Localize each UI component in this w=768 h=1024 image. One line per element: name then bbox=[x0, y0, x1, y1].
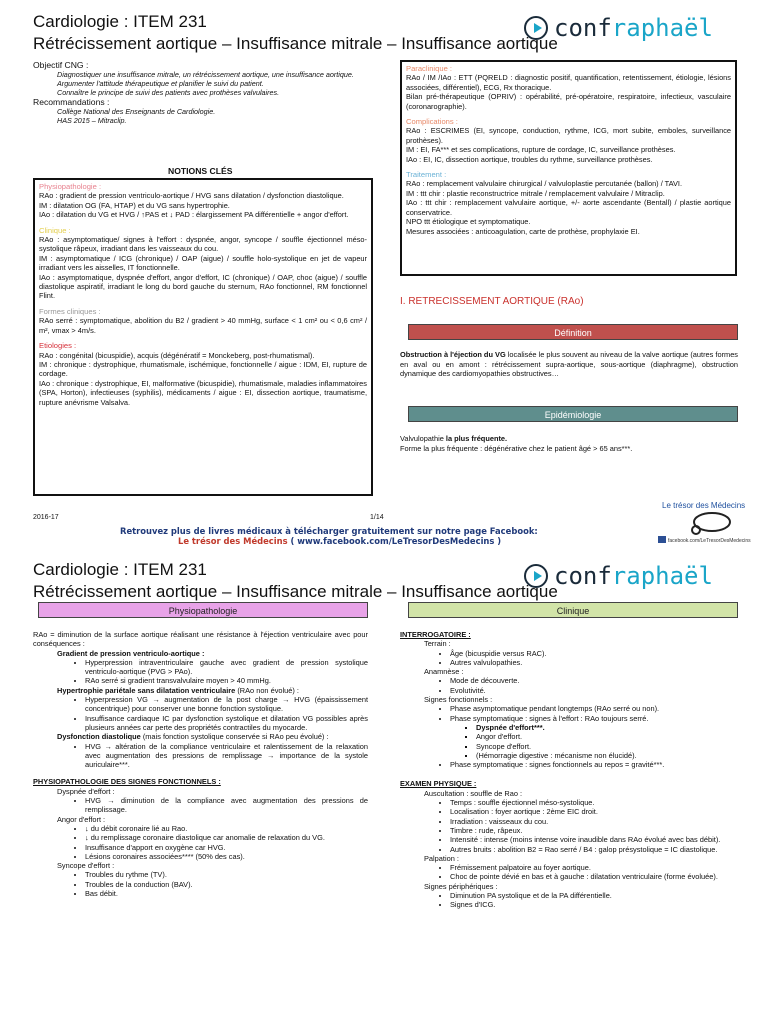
page-subtitle: Rétrécissement aortique – Insuffisance mitrale – Insuffisance aortique bbox=[33, 34, 558, 53]
play-icon bbox=[524, 16, 548, 40]
notions-title: NOTIONS CLÉS bbox=[168, 166, 233, 176]
section-title: I. RETRECISSEMENT AORTIQUE (RAo) bbox=[400, 296, 584, 307]
confraphael-logo: conf raphaël bbox=[524, 562, 713, 590]
key-notions-box: Physiopathologie : RAo : gradient de pression ventriculo-aortique / HVG sans dilatation / dysfonction diastolique. IM : dilatation OG (FA, HTAP) et du VG sans hypertrophie. IAo : dilatation du VG et HVG / ↑PAS et ↓ PAD : élargissement PA différentielle + angor d'effort. Clinique : RAo : asymptomatique/ signes à l'effort : dyspnée, angor, syncope / souffle éjectionnel méso-systolique râpeux, irradiant dans les vaisseaux du cou. IM : asymptomatique / ICG (chronique) / OAP (aigue) / souffle holo-systolique en jet de vapeur irradiant vers les aisselles, IT fonctionnelle. IAo : asymptomatique, dyspnée d'effort, angor d'effort, IC (chronique) / OAP, choc (aigue) / souffle diastolique aspiratif, irradiant le long du bord gauche du sternum, RAo fonctionnel, RM fonctionnel Flint. Formes cliniques : RAo serré : symptomatique, abolition du B2 / gradient > 40 mmHg, surface < 1 cm² ou < 0,6 cm² / m², vmax > 4m/s. Etiologies : RAo : congénital (bicuspidie), acquis (dégénératif = Monckeberg, post-rhumatismal). IM : chronique : dystrophique, rhumatismale, ischémique, fonctionnelle / aigue : IDM, EI, rupture de cordage. IAo : chronique : dystrophique, EI, malformative (bicuspidie), rhumatismale, maladies inflammatoires (SPA, Horton), infectieuses (syphilis), médicaments / aigue : EI, dissection aortique, traumatisme, rupture anévrisme Valsalva. bbox=[33, 178, 373, 496]
page-2 bbox=[0, 548, 768, 1024]
confraphael-logo: conf raphaël bbox=[524, 14, 713, 42]
play-icon bbox=[524, 564, 548, 588]
clinical-column: INTERROGATOIRE : Terrain : • Âge (bicuspidie versus RAC). • Autres valvulopathies. Anamnèse : • Mode de découverte. • Evolutivité. Signes fonctionnels : • Phase asymptomatique pendant longtemps (RAo serré ou non). • Phase symptomatique : signes à l'effort : RAo toujours serré. ▪ Dyspnée d'effort***. ▪ Angor d'effort. ▪ Syncope d'effort. ▪ (Hémorragie digestive : mécanisme non élucidé). • Phase symptomatique : signes fonctionnels au repos = gravité***. EXAMEN PHYSIQUE : Auscultation : souffle de Rao : • Temps : souffle éjectionnel méso-systolique. • Localisation : foyer aortique : 2ème EIC droit. • Irradiation : vaisseaux du cou. • Timbre : rude, râpeux. • Intensité : intense (moins intense voire inaudible dans RAo évolué avec bas débit). • Autres bruits : abolition B2 = Rao serré / B4 : galop présystolique = IC diastolique. Palpation : • Frémissement palpatoire au foyer aortique. • Choc de pointe dévié en bas et à gauche : dilatation ventriculaire (forme évoluée). Signes périphériques : • Diminution PA systolique et de la PA différentielle. • Signes d'ICG. bbox=[400, 630, 738, 910]
definition-text: Obstruction à l'éjection du VG localisée le plus souvent au niveau de la valve aortique (autres formes en aval ou en amont : rétrécissement supra-aortique, sous-aortique (diaphragme), obstruction dynamique des cardiomyopathies obstructives… bbox=[400, 350, 738, 379]
footer-year: 2016-17 bbox=[33, 514, 59, 521]
definition-header: Définition bbox=[408, 324, 738, 340]
physiopathology-header: Physiopathologie bbox=[38, 602, 368, 618]
clinical-header: Clinique bbox=[408, 602, 738, 618]
facebook-promo-line: Retrouvez plus de livres médicaux à télécharger gratuitement sur notre page Facebook: bbox=[120, 526, 538, 536]
epidemiology-text: Valvulopathie la plus fréquente. Forme la plus fréquente : dégénérative chez le patient âgé > 65 ans***. bbox=[400, 434, 633, 453]
page-title: Cardiologie : ITEM 231 bbox=[33, 12, 207, 31]
page-subtitle: Rétrécissement aortique – Insuffisance mitrale – Insuffisance aortique bbox=[33, 582, 558, 601]
objectives: Objectif CNG : Diagnostiquer une insuffisance mitrale, un rétrécissement aortique, une insuffisance aortique. Argumenter l'attitude thérapeutique et planifier le suivi du patient. Connaître le principe de suivi des patients avec prothèses valvulaires. Recommandations : Collège National des Enseignants de Cardiologie. HAS 2015 – Mitraclip. bbox=[33, 60, 373, 125]
facebook-promo-link[interactable]: Le trésor des Médecins ( www.facebook.com/LeTresorDesMedecins ) bbox=[178, 536, 502, 546]
page-number: 1/14 bbox=[370, 514, 384, 521]
objectives-list: Diagnostiquer une insuffisance mitrale, un rétrécissement aortique, une insuffisance aortique. Argumenter l'attitude thérapeutique et planifier le suivi du patient. Connaître le principe de suivi des patients avec prothèses valvulaires. bbox=[57, 70, 354, 97]
key-notions-box-right: Paraclinique : RAo / IM /IAo : ETT (PQRELD : diagnostic positif, quantification, retentissement, étiologie, lésions associées, différentiel), ECG, Rx thoracique. Bilan pré-thérapeutique (OPRIV) : opérabilité, pré-opératoire, respiratoire, infectieux, vasculaire (coronarographie). Complications : RAo : ESCRIMES (EI, syncope, conduction, rythme, ICG, mort subite, emboles, surveillance prothèses). IM : EI, FA*** et ses complications, rupture de cordage, IC, surveillance prothèses. IAo : EI, IC, dissection aortique, troubles du rythme, surveillance prothèses. Traitement : RAo : remplacement valvulaire chirurgical / valvuloplastie percutanée (ballon) / TAVI. IM : ttt chir : plastie reconstructrice mitrale / remplacement valvulaire / Mitraclip. IAo : ttt chir : remplacement valvulaire aortique, +/- aorte ascendante (Bentall) / plastie aortique conservatrice. NPO ttt étiologique et symptomatique. Mesures associées : anticoagulation, carte de prothèse, prophylaxie EI. bbox=[400, 60, 737, 276]
tresor-medecins-logo bbox=[658, 498, 764, 544]
page-title: Cardiologie : ITEM 231 bbox=[33, 560, 207, 579]
epidemiology-header: Epidémiologie bbox=[408, 406, 738, 422]
logo-wordmark: Le trésor des Médecins bbox=[662, 501, 746, 510]
reco-list: Collège National des Enseignants de Cardiologie. HAS 2015 – Mitraclip. bbox=[57, 107, 216, 125]
svg-text:facebook.com/LeTresorDesMedeci: facebook.com/LeTresorDesMedecins bbox=[668, 538, 751, 544]
physiopathology-column: RAo = diminution de la surface aortique réalisant une résistance à l'éjection ventriculaire avec pour conséquences : Gradient de pression ventriculo-aortique : • Hyperpression intraventriculaire gauche avec gradient de pression systolique ventriculo-aortique (PVG > PAo). • RAo serré si gradient transvalvulaire moyen > 40 mmHg. Hypertrophie pariétale sans dilatation ventriculaire (RAo non évolué) : • Hyperpression VG → augmentation de la post charge → HVG (épaississement concentrique) pour conserver une bonne fonction systolique. • Insuffisance cardiaque IC par dysfonction systolique et dilatation VG possibles après plusieurs années car perte des propriétés contractiles du myocarde. Dysfonction diastolique (mais fonction systolique conservée si RAo peu évolué) : • HVG → altération de la compliance ventriculaire et ralentissement de la relaxation avec augmentation des pressions de remplissage → importance de la systole auriculaire***. PHYSIOPATHOLOGIE DES SIGNES FONCTIONNELS : Dyspnée d'effort : • HVG → diminution de la compliance avec augmentation des pressions de remplissage. Angor d'effort : • ↓ du débit coronaire lié au Rao. • ↓ du remplissage coronaire diastolique car anomalie de relaxation du VG. • Insuffisance d'apport en oxygène car HVG. • Lésions coronaires associées**** (50% des cas). Syncope d'effort : • Troubles du rythme (TV). • Troubles de la conduction (BAV). • Bas débit. bbox=[33, 630, 368, 898]
